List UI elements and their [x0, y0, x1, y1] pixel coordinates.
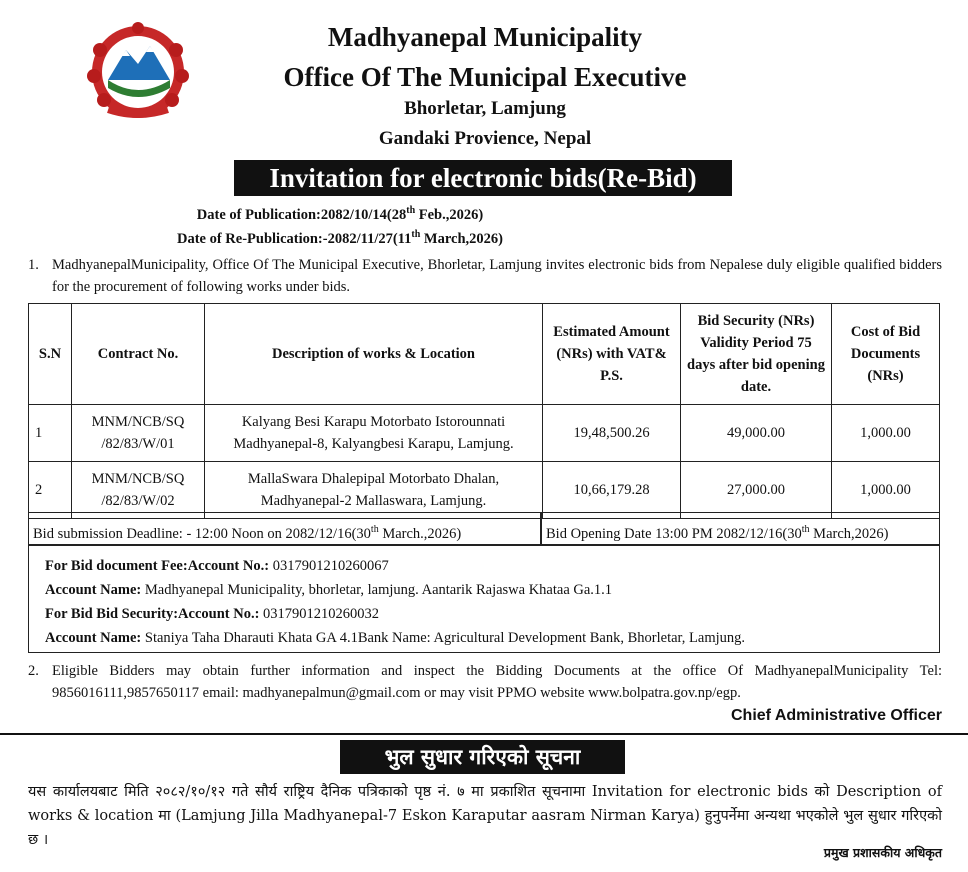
cell-description: Kalyang Besi Karapu Motorbato Istorounnati Madhyanepal-8, Kalyangbesi Karapu, Lamjung.: [205, 405, 543, 462]
cell-sn: 1: [29, 405, 72, 462]
section-divider: [0, 733, 968, 735]
security-account-line: For Bid Bid Security:Account No.: 0317901210260032: [45, 606, 380, 622]
paragraph-2: 2. Eligible Bidders may obtain further information and inspect the Bidding Documents at the office Of MadhyanepalMunicipality Tel: 9856016111,9857650117 email: madhyanepalmun@gmail.com or may visit PPMO website www.bolpatra.gov.np/egp.: [28, 663, 942, 701]
cell-contract: MNM/NCB/SQ /82/83/W/02: [72, 462, 205, 519]
col-contract: Contract No.: [72, 304, 205, 405]
bid-submission-deadline: Bid submission Deadline: - 12:00 Noon on 2082/12/16(30th March.,2026): [28, 512, 541, 545]
col-sn: S.N: [29, 304, 72, 405]
cell-amount: 10,66,179.28: [543, 462, 681, 519]
correction-notice-text: यस कार्यालयबाट मिति २०८२/१०/१२ गते सौर्य राष्ट्रिय दैनिक पत्रिकाको पृष्ठ नं. ७ मा प्रकाशित सूचनामा Invitation for electronic bids को Description of works & location मा (Lamjung Jilla Madhyanepal-7 Eskon Karaputar aasram Nirman Karya) हुनुपर्नेमा अन्यथा भएकोले भुल सुधार गरिएको छ ।: [28, 784, 942, 848]
cell-security: 27,000.00: [681, 462, 832, 519]
government-emblem-logo: [78, 20, 198, 122]
cell-sn: 2: [29, 462, 72, 519]
col-amount: Estimated Amount (NRs) with VAT& P.S.: [543, 304, 681, 405]
col-security: Bid Security (NRs) Validity Period 75 days after bid opening date.: [681, 304, 832, 405]
cell-amount: 19,48,500.26: [543, 405, 681, 462]
correction-notice-title: भुल सुधार गरिएको सूचना: [340, 740, 625, 774]
publication-date: Date of Publication:2082/10/14(28th Feb.,2026): [196, 205, 484, 223]
bid-opening-date: Bid Opening Date 13:00 PM 2082/12/16(30th March,2026): [541, 512, 940, 545]
cell-description: MallaSwara Dhalepipal Motorbato Dhalan, Madhyanepal-2 Mallaswara, Lamjung.: [205, 462, 543, 519]
municipality-name: Madhyanepal Municipality: [327, 22, 643, 52]
cell-security: 49,000.00: [681, 405, 832, 462]
table-header-row: [29, 304, 940, 405]
office-name: Office Of The Municipal Executive: [283, 62, 687, 92]
cell-contract: MNM/NCB/SQ /82/83/W/01: [72, 405, 205, 462]
republication-date: Date of Re-Publication:-2082/11/27(11th March,2026): [176, 229, 503, 247]
fee-account-name-line: Account Name: Madhyanepal Municipality, bhorletar, lamjung. Aantarik Rajaswa Khataa Ga.1.1: [45, 582, 613, 598]
paragraph-1: 1. MadhyanepalMunicipality, Office Of The Municipal Executive, Bhorletar, Lamjung invites electronic bids from Nepalese duly eligible qualified bidders for the procurement of following works under bids.: [28, 257, 942, 295]
bids-table: [28, 303, 940, 519]
col-cost: Cost of Bid Documents (NRs): [832, 304, 940, 405]
cell-cost: 1,000.00: [832, 462, 940, 519]
account-details: [28, 545, 940, 653]
office-address: Bhorletar, Lamjung: [404, 98, 566, 119]
office-province: Gandaki Provience, Nepal: [378, 128, 592, 149]
notice-title: Invitation for electronic bids(Re-Bid): [234, 160, 732, 196]
fee-account-line: For Bid document Fee:Account No.: 0317901210260067: [45, 558, 389, 574]
chief-administrative-officer: Chief Administrative Officer: [730, 707, 942, 724]
correction-signatory: प्रमुख प्रशासकीय अधिकृत: [823, 845, 942, 860]
table-row: [29, 405, 940, 462]
col-description: Description of works & Location: [205, 304, 543, 405]
cell-cost: 1,000.00: [832, 405, 940, 462]
security-account-name-line: Account Name: Staniya Taha Dharauti Khata GA 4.1Bank Name: Agricultural Development Bank, Bhorletar, Lamjung.: [45, 630, 746, 646]
table-row: [29, 462, 940, 519]
